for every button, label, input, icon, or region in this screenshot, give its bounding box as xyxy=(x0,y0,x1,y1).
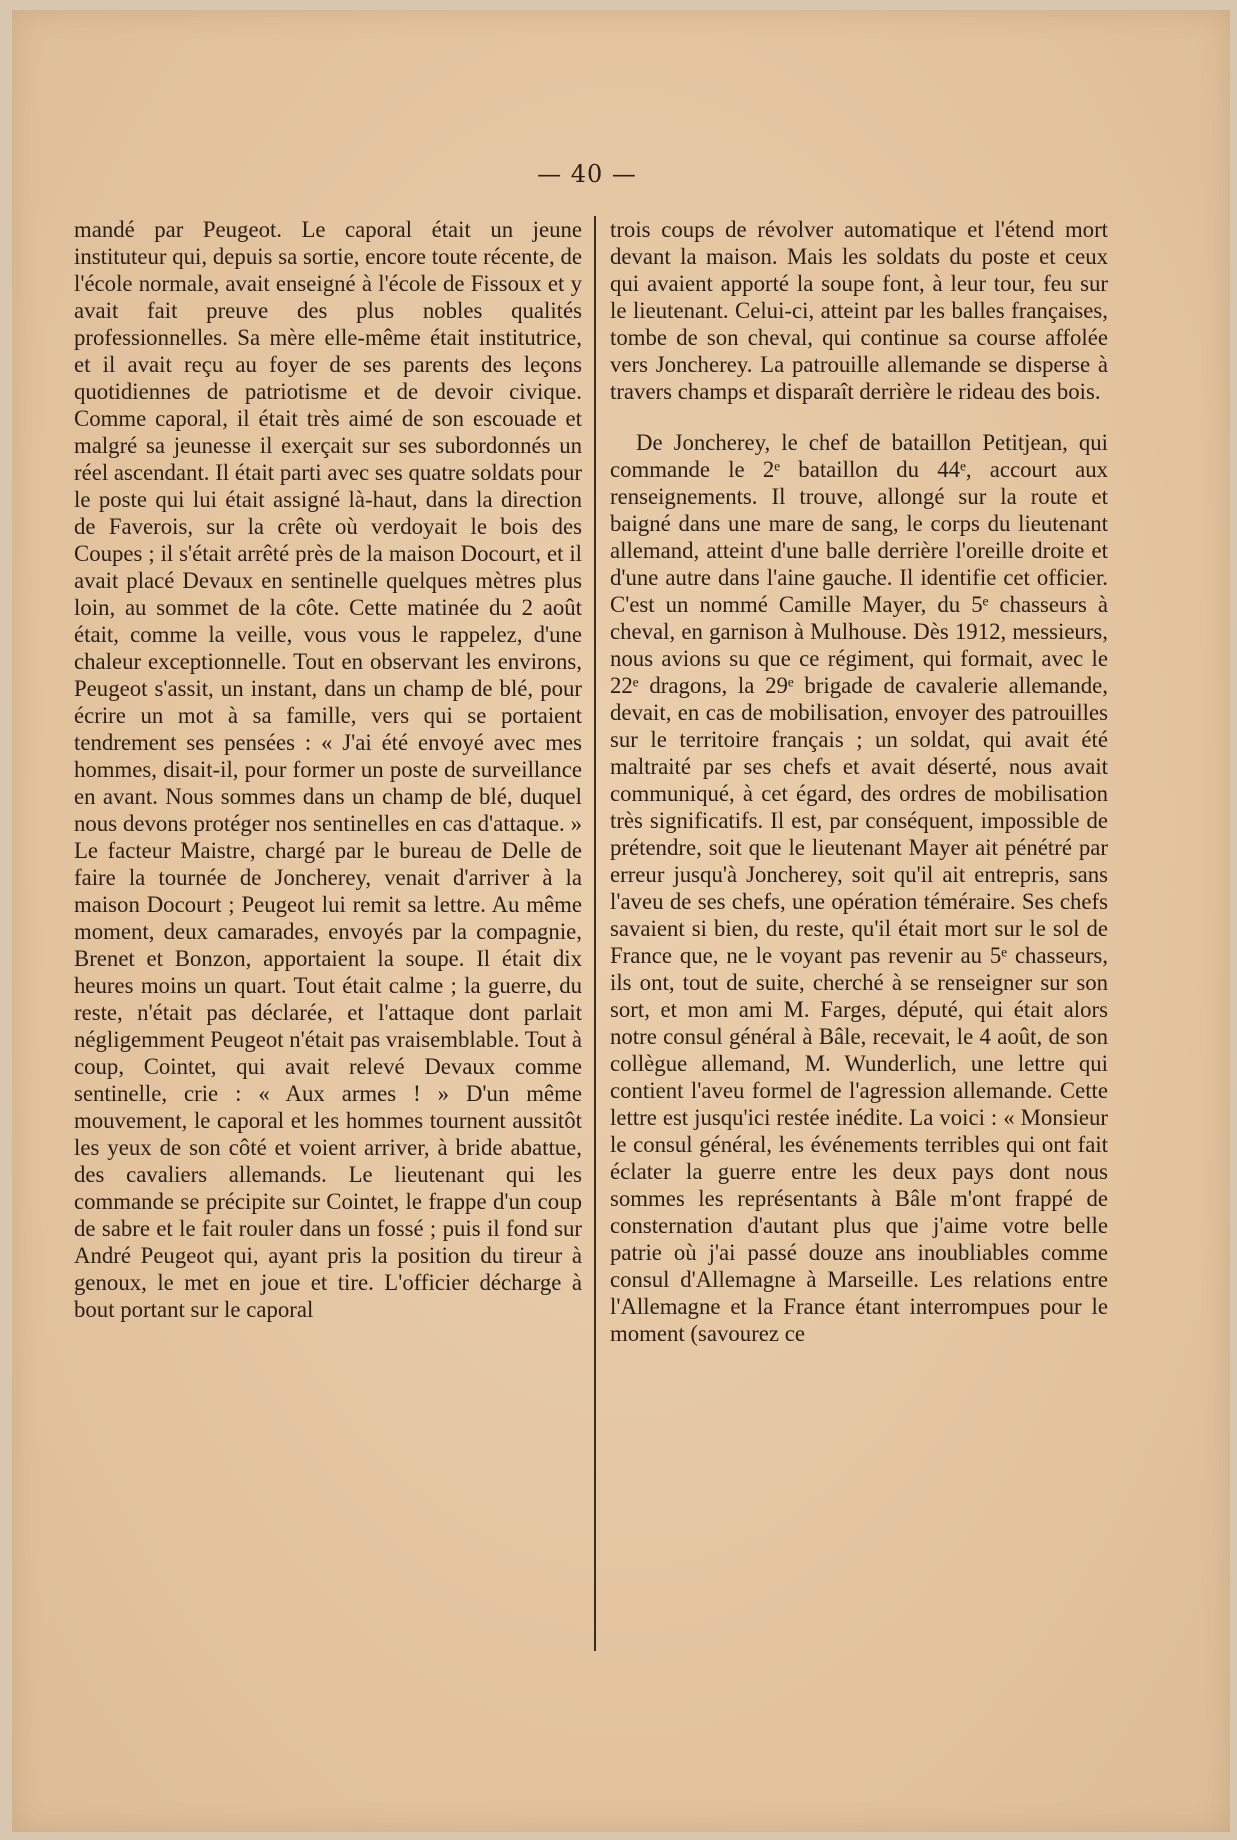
page-sheet xyxy=(12,10,1230,1832)
column-divider xyxy=(594,216,596,1651)
page-number: — 40 — xyxy=(537,160,637,188)
right-column xyxy=(610,216,1108,1656)
left-paragraph-1: mandé par Peugeot. Le caporal était un jeune instituteur qui, depuis sa sortie, encore toute récente, de l'école normale, avait enseigné à l'école de Fissoux et y avait fait preuve des plus nobles qualités professionnelles. Sa mère elle-même était institutrice, et il avait reçu au foyer de ses parents des leçons quotidiennes de patriotisme et de devoir civique. Comme caporal, il était très aimé de son escouade et malgré sa jeunesse il exerçait sur ses subordonnés un réel ascendant. Il était parti avec ses quatre soldats pour le poste qui lui était assigné là-haut, dans la direction de Faverois, sur la crête où verdoyait le bois des Coupes ; il s'était arrêté près de la maison Docourt, et il avait placé Devaux en sentinelle quelques mètres plus loin, au sommet de la côte. Cette matinée du 2 août était, comme la veille, vous vous le rappelez, d'une chaleur exceptionnelle. Tout en observant les environs, Peugeot s'assit, un instant, dans un champ de blé, pour écrire un mot à sa famille, vers qui se portaient tendrement ses pensées : « J'ai été envoyé avec mes hommes, disait-il, pour former un poste de surveillance en avant. Nous sommes dans un champ de blé, duquel nous devons protéger nos sentinelles en cas d'attaque. » Le facteur Maistre, chargé par le bureau de Delle de faire la tournée de Joncherey, venait d'arriver à la maison Docourt ; Peugeot lui remit sa lettre. Au même moment, deux camarades, envoyés par la compagnie, Brenet et Bonzon, apportaient la soupe. Il était dix heures moins un quart. Tout était calme ; la guerre, du reste, n'était pas déclarée, et l'attaque dont parlait négligemment Peugeot n'était pas vraisemblable. Tout à coup, Cointet, qui avait relevé Devaux comme sentinelle, crie : « Aux armes ! » D'un même mouvement, le caporal et les hommes tournent aussitôt les yeux de son côté et voient arriver, à bride abattue, des cavaliers allemands. Le lieutenant qui les commande se précipite sur Cointet, le frappe d'un coup de sabre et le fait rouler dans un fossé ; puis il fond sur André Peugeot qui, ayant pris la position du tireur à genoux, le met en joue et tire. L'officier décharge à bout portant sur le caporal xyxy=(74,217,582,1322)
right-paragraph-1: trois coups de révolver automatique et l'étend mort devant la maison. Mais les soldats du poste et ceux qui avaient apporté la soupe font, à leur tour, feu sur le lieutenant. Celui-ci, atteint par les balles françaises, tombe de son cheval, qui continue sa course affolée vers Joncherey. La patrouille allemande se disperse à travers champs et disparaît derrière le rideau des bois. xyxy=(610,217,1108,404)
right-paragraph-2: De Joncherey, le chef de bataillon Petitjean, qui commande le 2ᵉ bataillon du 44ᵉ, accourt aux renseignements. Il trouve, allongé sur la route et baigné dans une mare de sang, le corps du lieutenant allemand, atteint d'une balle derrière l'oreille droite et d'une autre dans l'aine gauche. Il identifie cet officier. C'est un nommé Camille Mayer, du 5ᵉ chasseurs à cheval, en garnison à Mulhouse. Dès 1912, messieurs, nous avions su que ce régiment, qui formait, avec le 22ᵉ dragons, la 29ᵉ brigade de cavalerie allemande, devait, en cas de mobilisation, envoyer des patrouilles sur le territoire français ; un soldat, qui avait été maltraité par ses chefs et avait déserté, nous avait communiqué, à cet égard, des ordres de mobilisation très significatifs. Il est, par conséquent, impossible de prétendre, soit que le lieutenant Mayer ait pénétré par erreur jusqu'à Joncherey, soit qu'il ait entrepris, sans l'aveu de ses chefs, une opération téméraire. Ses chefs savaient si bien, du reste, qu'il était mort sur le sol de France que, ne le voyant pas revenir au 5ᵉ chasseurs, ils ont, tout de suite, cherché à se renseigner sur son sort, et mon ami M. Farges, député, qui était alors notre consul général à Bâle, recevait, le 4 août, de son collègue allemand, M. Wunderlich, une lettre qui contient l'aveu formel de l'agression allemande. Cette lettre est jusqu'ici restée inédite. La voici : « Monsieur le consul général, les événements terribles qui ont fait éclater la guerre entre les deux pays dont nous sommes les représentants à Bâle m'ont frappé de consternation d'autant plus que j'aime votre belle patrie où j'ai passé douze ans inoubliables comme consul d'Allemagne à Marseille. Les relations entre l'Allemagne et la France étant interrompues pour le moment (savourez ce xyxy=(610,430,1108,1346)
left-column xyxy=(74,216,582,1656)
